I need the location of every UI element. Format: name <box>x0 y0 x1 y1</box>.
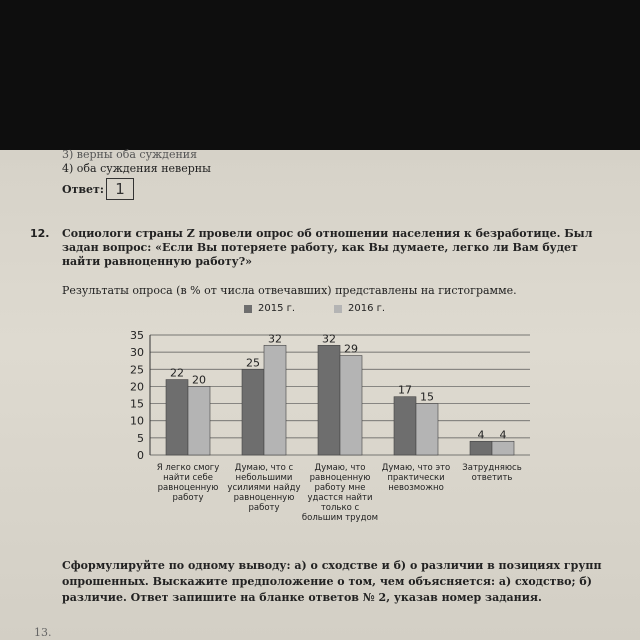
bar-2015 <box>470 441 492 455</box>
category-label: Я легко смогу найти себе равноценную работу <box>156 463 220 503</box>
data-label: 29 <box>344 342 358 356</box>
bar-2015 <box>166 380 188 455</box>
bar-2016 <box>188 386 210 455</box>
category-label: Затрудняюсь ответить <box>462 463 522 483</box>
legend-label-2015: 2015 г. <box>258 303 296 314</box>
previous-option-cut: 3) верны оба суждения <box>62 148 198 161</box>
bar-2015 <box>318 345 340 455</box>
next-question-number-cut: 13. <box>34 626 52 639</box>
bar-2016 <box>264 345 286 455</box>
conclusion-task: Сформулируйте по одному выводу: а) о сходстве и б) о различии в позициях групп опрошенных. Выскажите предположение о том, чем объясняется: а) сходство; б) различие. Ответ запишите на бланке ответов № 2, указав номер задания. <box>62 559 602 604</box>
y-tick-label: 10 <box>130 414 144 428</box>
category-label: Думаю, что это практически невозможно <box>381 463 451 493</box>
data-label: 32 <box>268 332 282 346</box>
y-tick-label: 25 <box>130 363 144 377</box>
bar-2016 <box>416 404 438 455</box>
y-tick-label: 0 <box>137 449 144 462</box>
bar-2015 <box>394 397 416 455</box>
bar-2015 <box>242 369 264 455</box>
data-label: 4 <box>499 428 507 442</box>
data-label: 4 <box>477 428 485 442</box>
option-4: 4) оба суждения неверны <box>62 162 211 175</box>
y-tick-label: 20 <box>130 380 144 394</box>
question-number: 12. <box>30 227 50 240</box>
answer-box: 1 <box>106 178 134 200</box>
data-label: 25 <box>246 356 260 370</box>
legend-label-2016: 2016 г. <box>348 303 386 314</box>
data-label: 32 <box>322 332 336 346</box>
answer-label: Ответ: <box>62 183 104 196</box>
data-label: 20 <box>192 373 206 387</box>
results-caption: Результаты опроса (в % от числа отвечавших) представлены на гистограмме. <box>62 284 517 297</box>
data-label: 15 <box>420 390 434 404</box>
y-tick-label: 35 <box>130 329 144 342</box>
bar-2016 <box>492 441 514 455</box>
data-label: 22 <box>170 366 184 380</box>
textbook-page <box>0 150 640 640</box>
y-tick-label: 5 <box>137 431 144 445</box>
bar-2016 <box>340 356 362 455</box>
data-label: 17 <box>398 383 412 397</box>
y-tick-label: 15 <box>130 397 144 411</box>
category-label: Думаю, что равноценную работу мне удастся найти только с большим трудом <box>301 463 379 523</box>
y-tick-label: 30 <box>130 346 144 360</box>
category-label: Думаю, что с небольшими усилиями найду равноценную работу <box>227 463 301 513</box>
question-text: Социологи страны Z провели опрос об отношении населения к безработице. Был задан вопрос: «Если Вы потеряете работу, как Вы думаете, легко ли Вам будет найти равноценную работу?» <box>62 227 593 268</box>
